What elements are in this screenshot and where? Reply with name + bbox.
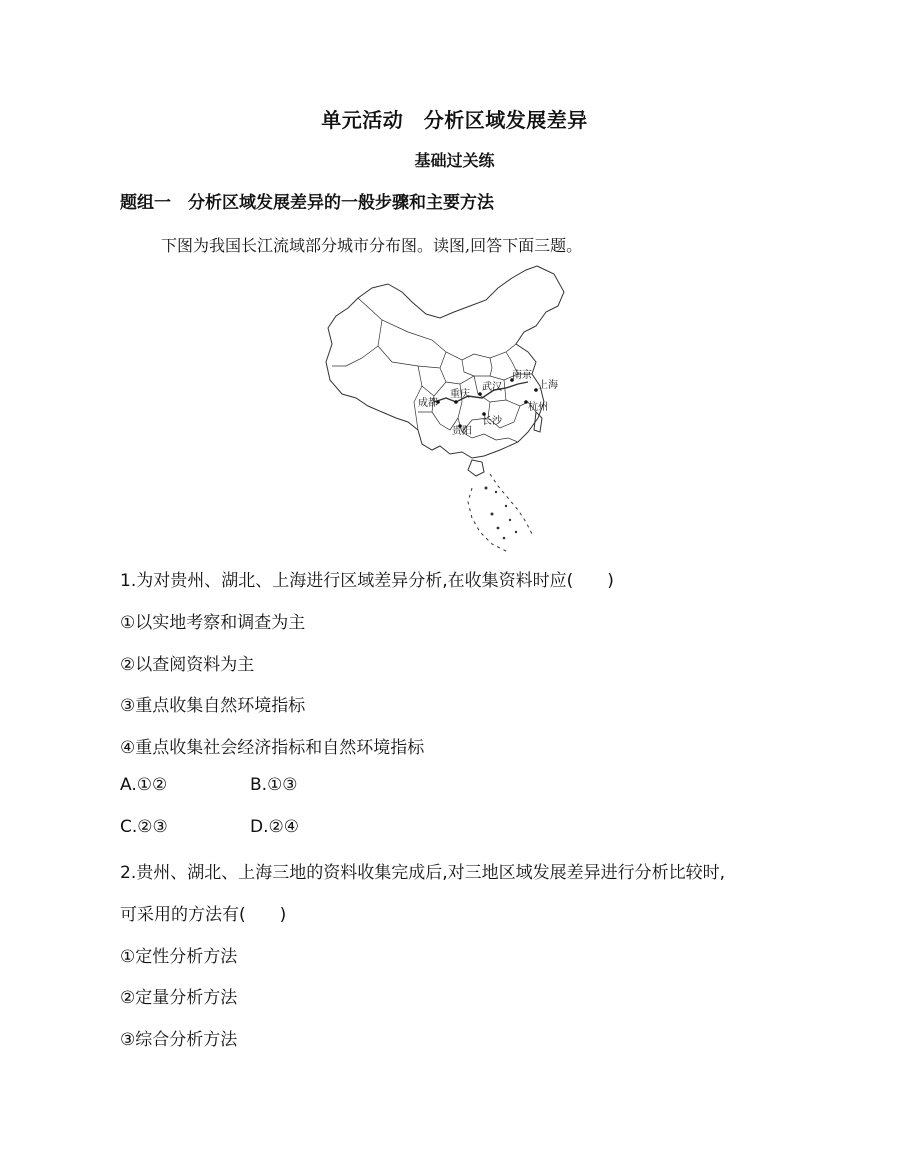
question-2-statement: ③综合分析方法 [120, 1030, 238, 1050]
city-label-changsha: 长沙 [482, 416, 502, 427]
city-label-chongqing: 重庆 [450, 389, 470, 400]
question-1-options-row [120, 775, 298, 795]
option-c[interactable]: C.②③ [120, 817, 168, 837]
section-heading: 题组一 分析区域发展差异的一般步骤和主要方法 [120, 193, 494, 213]
taiwan-island [534, 412, 542, 432]
city-label-hangzhou: 杭州 [528, 402, 548, 413]
question-2-stem-continued: 可采用的方法有( ) [120, 905, 287, 925]
china-map-figure [322, 262, 584, 557]
province-lines [332, 298, 536, 442]
city-label-chengdu: 成都 [418, 398, 438, 409]
city-label-shanghai: 上海 [538, 380, 558, 391]
sea-islands [485, 487, 518, 540]
question-1-stem: 1.为对贵州、湖北、上海进行区域差异分析,在收集资料时应( ) [120, 571, 614, 591]
city-label-wuhan: 武汉 [482, 382, 502, 393]
question-1-statement: ③重点收集自然环境指标 [120, 696, 306, 716]
city-label-guiyang: 贵阳 [452, 426, 472, 437]
question-1-statement: ②以查阅资料为主 [120, 655, 255, 675]
question-2-stem: 2.贵州、湖北、上海三地的资料收集完成后,对三地区域发展差异进行分析比较时, [120, 863, 726, 883]
nine-dash-line [468, 474, 532, 552]
intro-text: 下图为我国长江流域部分城市分布图。读图,回答下面三题。 [161, 236, 583, 255]
hainan-island [468, 460, 484, 476]
question-1-options-row [120, 817, 299, 837]
option-d[interactable]: D.②④ [250, 817, 299, 837]
city-label-nanjing: 南京 [512, 370, 532, 381]
china-outline-map [322, 262, 584, 557]
yangtze-river [434, 382, 528, 402]
question-2-statement: ①定性分析方法 [120, 947, 238, 967]
question-2-statement: ②定量分析方法 [120, 988, 238, 1008]
option-a[interactable]: A.①② [120, 775, 168, 795]
option-b[interactable]: B.①③ [250, 775, 298, 795]
national-border [326, 266, 564, 458]
question-1-statement: ①以实地考察和调查为主 [120, 613, 306, 633]
page-subtitle: 基础过关练 [414, 151, 495, 170]
page-title: 单元活动 分析区域发展差异 [321, 108, 588, 132]
question-1-statement: ④重点收集社会经济指标和自然环境指标 [120, 738, 425, 758]
